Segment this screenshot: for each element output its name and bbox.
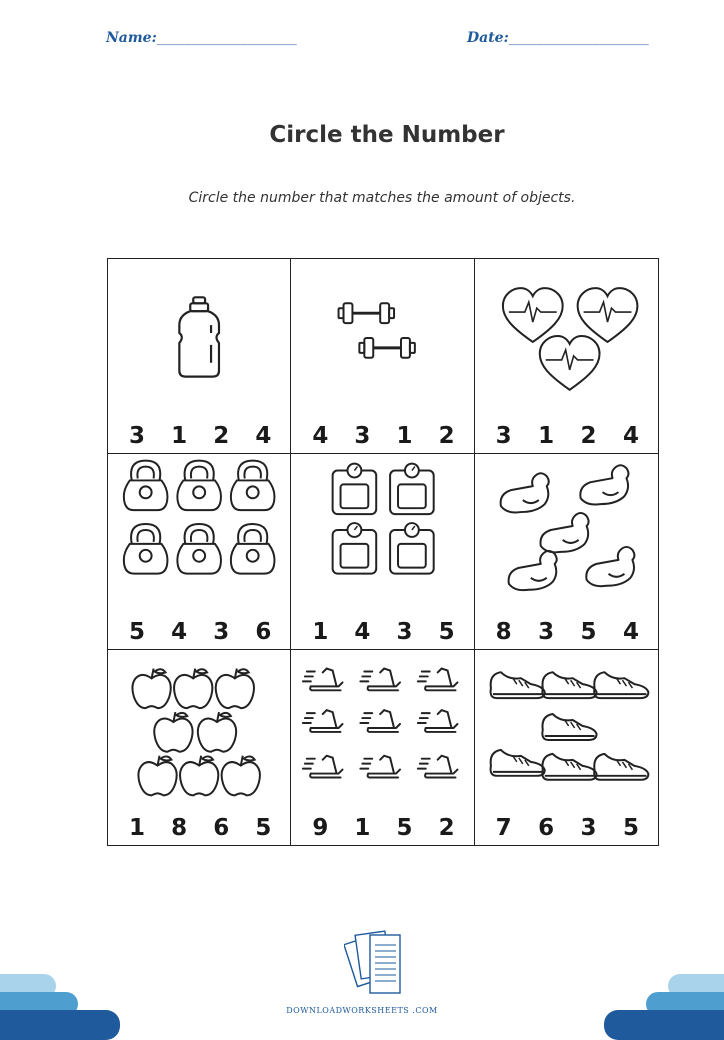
name-line: ____________________ bbox=[156, 30, 297, 46]
number-option[interactable]: 5 bbox=[622, 814, 639, 841]
date-label: Date: bbox=[467, 30, 509, 46]
exercise-grid bbox=[107, 258, 659, 846]
exercise-cell bbox=[475, 259, 658, 454]
sneaker-icon bbox=[475, 650, 658, 800]
footer-site-name: DOWNLOADWORKSHEETS .COM bbox=[286, 1006, 438, 1015]
number-option[interactable]: 4 bbox=[622, 618, 639, 645]
number-option[interactable]: 4 bbox=[622, 423, 639, 450]
water-bottle-icon bbox=[108, 259, 290, 409]
number-option[interactable]: 1 bbox=[396, 423, 413, 450]
number-option[interactable]: 3 bbox=[538, 618, 555, 645]
exercise-cell bbox=[291, 454, 474, 649]
number-options bbox=[108, 423, 290, 449]
number-option[interactable]: 2 bbox=[438, 814, 455, 841]
name-label: Name: bbox=[106, 30, 157, 46]
number-option[interactable]: 1 bbox=[538, 423, 555, 450]
number-option[interactable]: 6 bbox=[255, 618, 272, 645]
number-option[interactable]: 3 bbox=[213, 618, 230, 645]
exercise-cell bbox=[291, 650, 474, 845]
exercise-cell bbox=[108, 259, 291, 454]
number-options bbox=[475, 423, 658, 449]
number-option[interactable]: 1 bbox=[128, 814, 145, 841]
number-option[interactable]: 3 bbox=[495, 423, 512, 450]
instructions: Circle the number that matches the amount of objects. bbox=[188, 190, 576, 206]
date-line: ____________________ bbox=[508, 30, 649, 46]
worksheets-logo-icon bbox=[344, 925, 410, 1003]
apple-icon bbox=[108, 650, 290, 800]
exercise-cell bbox=[108, 650, 291, 845]
number-option[interactable]: 3 bbox=[396, 618, 413, 645]
number-options bbox=[291, 423, 473, 449]
heart-rate-icon bbox=[475, 259, 658, 409]
number-option[interactable]: 3 bbox=[354, 423, 371, 450]
flexed-arm-icon bbox=[475, 454, 658, 604]
number-options bbox=[475, 619, 658, 645]
number-options bbox=[291, 619, 473, 645]
number-option[interactable]: 5 bbox=[396, 814, 413, 841]
exercise-cell bbox=[108, 454, 291, 649]
number-option[interactable]: 5 bbox=[438, 618, 455, 645]
number-option[interactable]: 9 bbox=[312, 814, 329, 841]
number-option[interactable]: 1 bbox=[171, 423, 188, 450]
scale-icon bbox=[291, 454, 473, 604]
number-option[interactable]: 4 bbox=[171, 618, 188, 645]
number-option[interactable]: 3 bbox=[128, 423, 145, 450]
dumbbell-icon bbox=[291, 259, 473, 409]
number-option[interactable]: 5 bbox=[128, 618, 145, 645]
number-options bbox=[108, 619, 290, 645]
number-option[interactable]: 1 bbox=[312, 618, 329, 645]
number-option[interactable]: 5 bbox=[255, 814, 272, 841]
number-option[interactable]: 2 bbox=[438, 423, 455, 450]
number-options bbox=[291, 815, 473, 841]
number-options bbox=[475, 815, 658, 841]
date-field[interactable] bbox=[467, 30, 649, 46]
number-option[interactable]: 4 bbox=[312, 423, 329, 450]
number-option[interactable]: 2 bbox=[580, 423, 597, 450]
kettlebell-icon bbox=[108, 454, 290, 604]
number-option[interactable]: 8 bbox=[171, 814, 188, 841]
treadmill-icon bbox=[291, 650, 473, 800]
number-option[interactable]: 4 bbox=[354, 618, 371, 645]
number-option[interactable]: 4 bbox=[255, 423, 272, 450]
exercise-cell bbox=[291, 259, 474, 454]
number-option[interactable]: 8 bbox=[495, 618, 512, 645]
number-option[interactable]: 6 bbox=[213, 814, 230, 841]
number-option[interactable]: 3 bbox=[580, 814, 597, 841]
number-option[interactable]: 1 bbox=[354, 814, 371, 841]
exercise-cell bbox=[475, 454, 658, 649]
exercise-cell bbox=[475, 650, 658, 845]
page-title: Circle the Number bbox=[269, 122, 505, 148]
number-option[interactable]: 7 bbox=[495, 814, 512, 841]
number-option[interactable]: 2 bbox=[213, 423, 230, 450]
number-option[interactable]: 5 bbox=[580, 618, 597, 645]
number-option[interactable]: 6 bbox=[538, 814, 555, 841]
number-options bbox=[108, 815, 290, 841]
name-field[interactable] bbox=[106, 30, 297, 46]
